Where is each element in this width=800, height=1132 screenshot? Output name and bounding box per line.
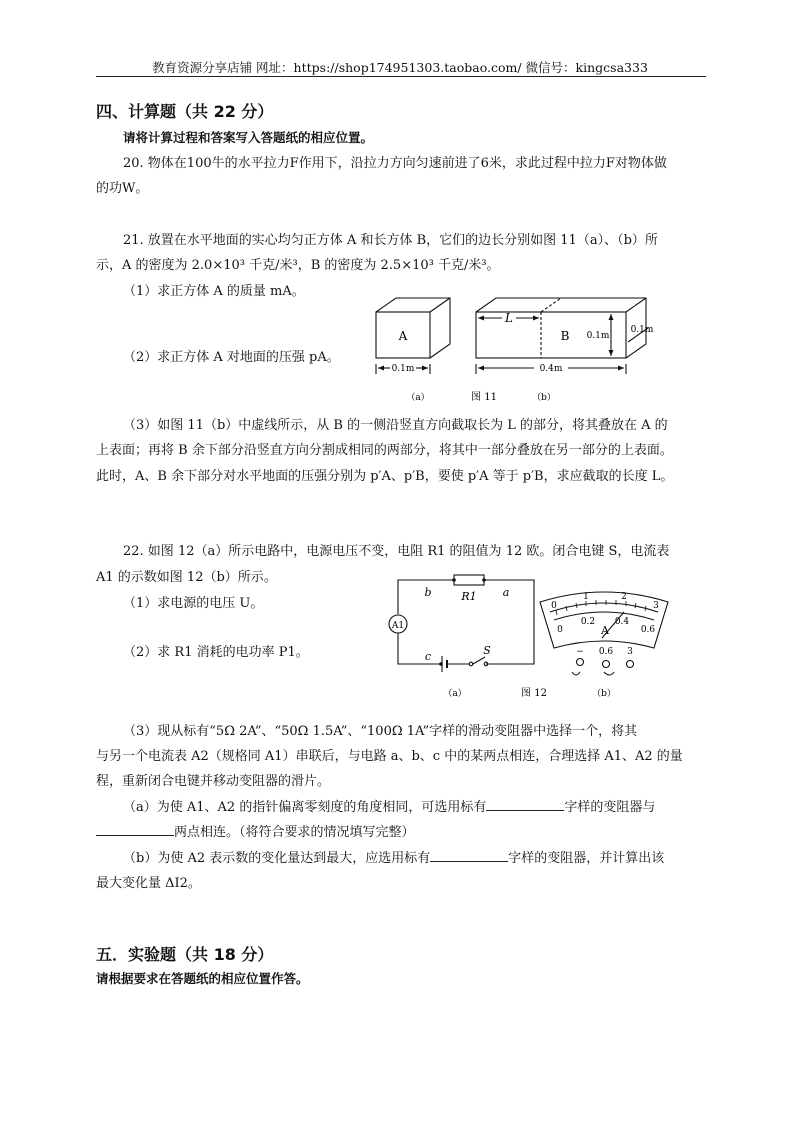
meter-bottom-2: 0.4 <box>614 617 630 627</box>
section4-title: 四、计算题（共 22 分） <box>96 102 274 121</box>
meter-bottom-1: 0.2 <box>580 617 596 627</box>
terminal-neg <box>577 659 584 666</box>
terminal-3-label: 3 <box>627 647 633 657</box>
q22-part-b-line2: 最大变化量 ΔI2。 <box>96 876 201 891</box>
cut-line-top <box>541 298 561 312</box>
q22-part-a-prefix: （a）为使 A1、A2 的指针偏离零刻度的角度相同，可选用标有 <box>123 800 487 815</box>
q21-part2: （2）求正方体 A 对地面的压强 pA。 <box>123 350 340 365</box>
figure-11 <box>366 290 666 406</box>
q21-part3-line1: （3）如图 11（b）中虚线所示，从 B 的一侧沿竖直方向截取长为 L 的部分，将其叠放在 A 的 <box>123 418 668 433</box>
q21-part1: （1）求正方体 A 的质量 mA。 <box>123 284 305 299</box>
answer-blank-a1[interactable] <box>486 798 564 811</box>
ammeter-a1-label: A1 <box>391 621 405 631</box>
header-divider <box>96 76 706 77</box>
q22-part-b-suffix: 字样的变阻器，并计算出该 <box>508 851 665 866</box>
q22-part3-line1: （3）现从标有“5Ω 2A”、“50Ω 1.5A”、“100Ω 1A”字样的滑动变阻器中选择一个，将其 <box>123 724 638 739</box>
terminal-3 <box>627 661 634 668</box>
resistor-r1-label: R1 <box>461 590 477 603</box>
switch-s <box>473 657 485 664</box>
meter-bottom-0: 0 <box>557 625 563 635</box>
q20-line1: 20. 物体在100牛的水平拉力F作用下，沿拉力方向匀速前进了6米，求此过程中拉力F对物体做 <box>123 156 667 171</box>
meter-top-2: 2 <box>621 592 627 602</box>
q22-part-a-line2-text: 两点相连。（将符合要求的情况填写完整） <box>174 825 415 840</box>
box-b-back <box>476 298 646 358</box>
resistor-r1 <box>454 575 484 585</box>
q22-part-b-line1 <box>123 847 664 866</box>
terminal-06-label: 0.6 <box>598 647 614 657</box>
fig12-caption-a: （a） <box>443 689 467 699</box>
cube-a-back <box>376 298 450 358</box>
section4-instruction: 请将计算过程和答案写入答题纸的相应位置。 <box>123 130 374 145</box>
q22-part1: （1）求电源的电压 U。 <box>123 596 264 611</box>
q22-part-a-line2 <box>96 821 415 840</box>
wire-bottom-left <box>398 633 442 664</box>
box-b-label: B <box>560 329 570 343</box>
node-a-label: a <box>502 586 510 599</box>
q22-part-a-suffix: 字样的变阻器与 <box>564 800 656 815</box>
meter-unit-label: A <box>601 624 609 637</box>
switch-s-label: S <box>483 644 491 657</box>
q22-part-b-prefix: （b）为使 A2 表示数的变化量达到最大，应选用标有 <box>123 851 431 866</box>
meter-bottom-3: 0.6 <box>640 625 656 635</box>
section5-title: 五．实验题（共 18 分） <box>96 945 274 964</box>
terminal-neg-label: − <box>576 647 584 657</box>
fig11-caption-a: （a） <box>406 393 430 403</box>
length-l-label: L <box>505 311 513 325</box>
meter-face <box>540 592 668 648</box>
node-c-label: c <box>424 650 432 663</box>
q22-part3-line2: 与另一个电流表 A2（规格同 A1）串联后，与电路 a、b、c 中的某两点相连，合理选择 A1、A2 的量 <box>96 749 683 764</box>
fig11-caption: 图 11 <box>471 392 497 403</box>
fig12-caption: 图 12 <box>521 688 547 699</box>
q21-part3-line2: 上表面；再将 B 余下部分沿竖直方向分割成相同的两部分，将其中一部分叠放在另一部分的上表面。 <box>96 443 673 458</box>
answer-blank-a2[interactable] <box>96 823 174 836</box>
box-b-depth-label: 0.1m <box>630 325 654 335</box>
q22-line2: A1 的示数如图 12（b）所示。 <box>96 570 277 585</box>
terminal-06 <box>603 661 610 668</box>
fig11-caption-b: （b） <box>532 393 556 403</box>
q21-line1: 21. 放置在水平地面的实心均匀正方体 A 和长方体 B，它们的边长分别如图 11（a）、（b）所 <box>123 233 658 248</box>
fig12-caption-b: （b） <box>592 689 616 699</box>
meter-top-0: 0 <box>551 601 557 611</box>
box-b-height-label: 0.1m <box>586 331 610 341</box>
box-b-length-label: 0.4m <box>539 364 563 374</box>
answer-blank-b[interactable] <box>430 849 508 862</box>
q21-part3-line3: 此时，A、B 余下部分对水平地面的压强分别为 p′A、p′B，要使 p′A 等于 p′B，求应截取的长度 L。 <box>96 469 674 484</box>
cube-a-dim-label: 0.1m <box>391 364 415 374</box>
node-b-label: b <box>424 586 432 599</box>
q22-part-a-line1 <box>123 796 655 815</box>
q21-line2: 示，A 的密度为 2.0×10³ 千克/米³，B 的密度为 2.5×10³ 千克/米³。 <box>96 258 500 273</box>
figure-12 <box>384 572 684 702</box>
page-header: 教育资源分享店铺 网址：https://shop174951303.taobao.com/ 微信号：kingcsa333 <box>152 60 648 75</box>
meter-top-3: 3 <box>653 601 659 611</box>
q22-part3-line3: 程，重新闭合电键并移动变阻器的滑片。 <box>96 774 331 789</box>
section5-instruction: 请根据要求在答题纸的相应位置作答。 <box>96 971 309 986</box>
q22-line1: 22. 如图 12（a）所示电路中，电源电压不变，电阻 R1 的阻值为 12 欧。闭合电键 S，电流表 <box>123 544 670 559</box>
cube-a-label: A <box>398 329 408 343</box>
q22-part2: （2）求 R1 消耗的电功率 P1。 <box>123 645 309 660</box>
meter-top-1: 1 <box>583 592 589 602</box>
q20-line2: 的功W。 <box>96 181 149 196</box>
